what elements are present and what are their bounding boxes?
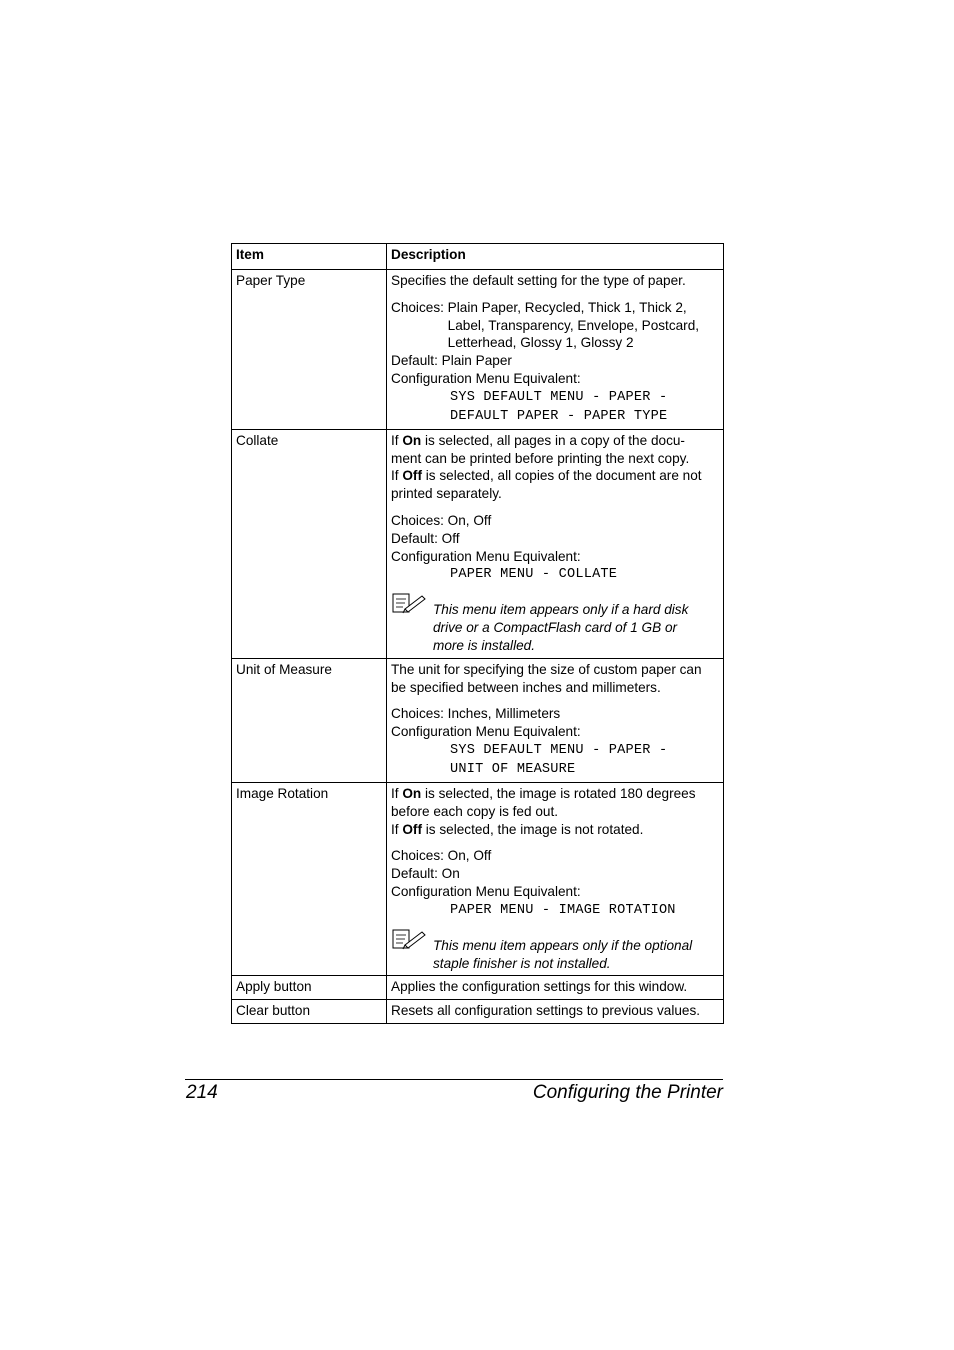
table-row bbox=[232, 976, 724, 1000]
default-text: Default: On bbox=[391, 866, 460, 882]
note-block bbox=[391, 592, 719, 654]
item-cell: Paper Type bbox=[232, 270, 387, 430]
menu-path: DEFAULT PAPER - PAPER TYPE bbox=[450, 408, 668, 424]
choices-block bbox=[391, 299, 719, 352]
default-text: Default: Plain Paper bbox=[391, 353, 512, 369]
off-text: If Off is selected, all copies of the document are not bbox=[391, 468, 702, 484]
menu-path: PAPER MENU - IMAGE ROTATION bbox=[450, 902, 676, 918]
note-block bbox=[391, 928, 719, 973]
description-cell bbox=[387, 270, 724, 430]
default-text: Default: Off bbox=[391, 530, 460, 546]
item-cell: Collate bbox=[232, 429, 387, 658]
note-line: drive or a CompactFlash card of 1 GB or bbox=[433, 620, 678, 636]
config-label: Configuration Menu Equivalent: bbox=[391, 370, 581, 386]
description-cell bbox=[387, 658, 724, 782]
menu-path: UNIT OF MEASURE bbox=[450, 761, 576, 777]
choices-line: Letterhead, Glossy 1, Glossy 2 bbox=[447, 335, 634, 351]
note-line: more is installed. bbox=[433, 637, 535, 653]
config-label: Configuration Menu Equivalent: bbox=[391, 548, 581, 564]
intro-text: Specifies the default setting for the type of paper. bbox=[391, 273, 686, 288]
item-cell: Apply button bbox=[232, 976, 387, 1000]
description-cell bbox=[387, 429, 724, 658]
note-pencil-icon bbox=[391, 592, 433, 614]
menu-path: SYS DEFAULT MENU - PAPER - bbox=[450, 742, 668, 758]
header-description: Description bbox=[387, 244, 724, 270]
choices-text: Choices: On, Off bbox=[391, 848, 492, 864]
off-text: If Off is selected, the image is not rotated. bbox=[391, 821, 644, 837]
settings-table bbox=[231, 243, 724, 1024]
on-text: If On is selected, the image is rotated 180 degrees bbox=[391, 785, 696, 801]
choices-text: Choices: Inches, Millimeters bbox=[391, 706, 561, 722]
table-row bbox=[232, 429, 724, 658]
choices-line: Label, Transparency, Envelope, Postcard, bbox=[447, 317, 700, 333]
note-line: staple finisher is not installed. bbox=[433, 955, 611, 971]
off-text-cont: printed separately. bbox=[391, 486, 502, 502]
menu-path: SYS DEFAULT MENU - PAPER - bbox=[450, 389, 668, 405]
on-text-cont: ment can be printed before printing the next copy. bbox=[391, 450, 690, 466]
on-text: If On is selected, all pages in a copy of the docu- bbox=[391, 432, 685, 448]
note-pencil-icon bbox=[391, 928, 433, 950]
description-cell bbox=[387, 782, 724, 975]
intro-text: The unit for specifying the size of custom paper can bbox=[391, 661, 702, 677]
description-cell: Applies the configuration settings for this window. bbox=[387, 976, 724, 1000]
item-cell: Image Rotation bbox=[232, 782, 387, 975]
config-label: Configuration Menu Equivalent: bbox=[391, 883, 581, 899]
choices-line: Plain Paper, Recycled, Thick 1, Thick 2, bbox=[447, 299, 687, 315]
choices-label: Choices: bbox=[391, 299, 448, 315]
header-item: Item bbox=[232, 244, 387, 270]
intro-text: be specified between inches and millimeters. bbox=[391, 679, 661, 695]
note-line: This menu item appears only if the optional bbox=[433, 937, 693, 953]
description-cell: Resets all configuration settings to previous values. bbox=[387, 1000, 724, 1024]
table-row bbox=[232, 782, 724, 975]
footer-title: Configuring the Printer bbox=[532, 1082, 723, 1103]
choices-text: Choices: On, Off bbox=[391, 512, 492, 528]
table-row bbox=[232, 658, 724, 782]
config-label: Configuration Menu Equivalent: bbox=[391, 724, 581, 740]
on-text-cont: before each copy is fed out. bbox=[391, 803, 559, 819]
table-header-row bbox=[232, 244, 724, 270]
table-row bbox=[232, 270, 724, 430]
item-cell: Clear button bbox=[232, 1000, 387, 1024]
footer-divider bbox=[185, 1079, 723, 1080]
note-line: This menu item appears only if a hard disk bbox=[433, 602, 689, 618]
item-cell: Unit of Measure bbox=[232, 658, 387, 782]
page-number: 214 bbox=[186, 1082, 218, 1103]
table-row bbox=[232, 1000, 724, 1024]
menu-path: PAPER MENU - COLLATE bbox=[450, 567, 618, 583]
